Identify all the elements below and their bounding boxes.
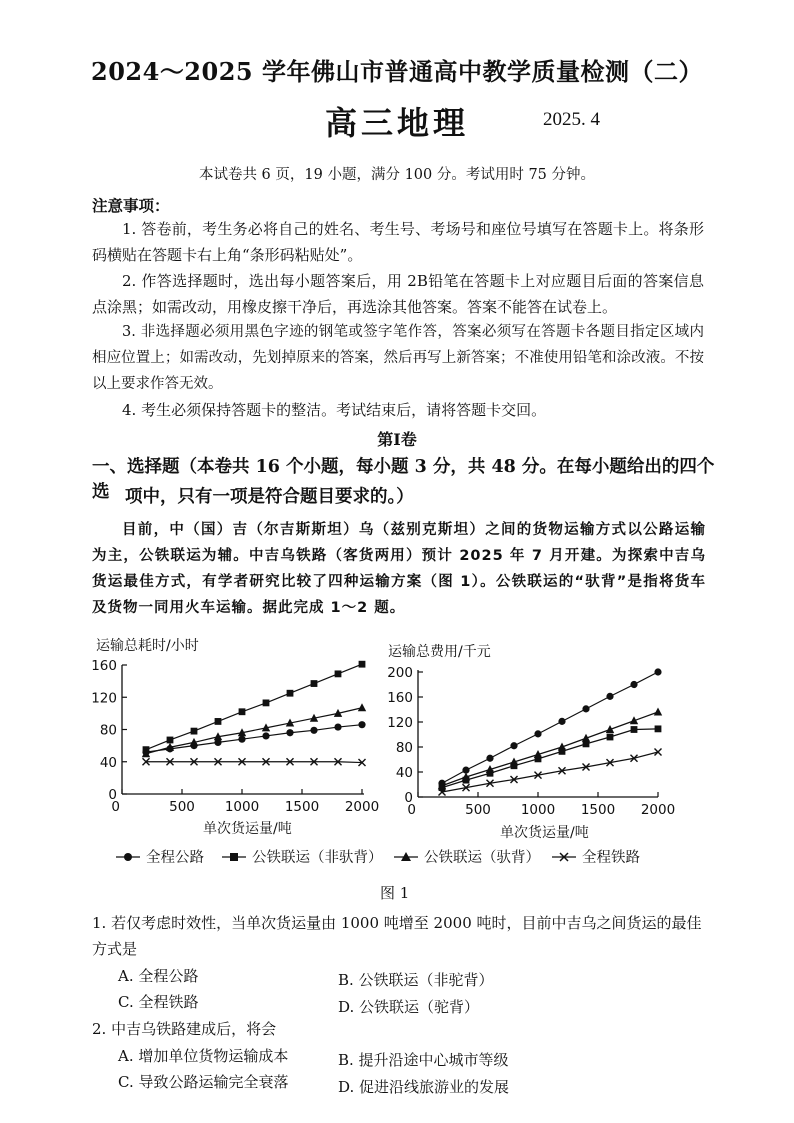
question-2-option-a[interactable]: A. 增加单位货物运输成本 [118, 1047, 289, 1065]
x-tick-label: 1500 [580, 802, 616, 818]
chart-time-ylabel: 运输总耗时/小时 [96, 638, 199, 654]
data-point-road [334, 723, 341, 730]
x-tick-label: 500 [169, 799, 195, 815]
svg-text:全程公路: 全程公路 [146, 850, 204, 866]
y-tick-label: 160 [91, 658, 117, 674]
data-point-rail [655, 749, 662, 756]
notice-heading: 注意事项： [92, 196, 170, 215]
notice-item-4: 4. 考生必须保持答题卡的整洁。考试结束后，请将答题卡交回。 [122, 401, 547, 419]
chart-cost-series [438, 668, 662, 795]
series-line-piggyback [442, 712, 658, 786]
data-point-road [238, 736, 245, 743]
x-tick-label: 2000 [344, 799, 380, 815]
chart-cost-ylabel: 运输总费用/千元 [388, 644, 491, 660]
data-point-piggyback [654, 708, 662, 716]
chart-cost-xticks [407, 792, 675, 818]
chart-time-xticks [111, 789, 379, 815]
data-point-rail-road [239, 708, 246, 715]
data-point-road [286, 729, 293, 736]
data-point-road [654, 668, 661, 675]
legend-item-rail-road [222, 848, 383, 866]
series-line-rail [442, 752, 658, 792]
y-tick-label: 80 [99, 722, 117, 739]
x-tick-label: 2000 [640, 802, 676, 818]
legend-item-rail [552, 849, 640, 866]
notice-item-1: 1. 答卷前，考生务必将自己的姓名、考生号、考场号和座位号填写在答题卡上。将条形码横贴在答题卡右上角“条形码粘贴处”。 [92, 220, 704, 264]
data-point-rail-road [335, 670, 342, 677]
data-point-road [310, 727, 317, 734]
chart-cost [372, 632, 692, 844]
question-2-option-d[interactable]: D. 促进沿线旅游业的发展 [338, 1078, 510, 1096]
y-tick-label: 200 [387, 665, 413, 681]
data-point-road [558, 718, 565, 725]
x-tick-label: 0 [407, 802, 416, 818]
x-tick-label: 1500 [284, 799, 320, 815]
question-2-option-b[interactable]: B. 提升沿途中心城市等级 [338, 1051, 509, 1069]
data-point-road [534, 730, 541, 737]
exam-info: 本试卷共 6 页，19 小题，满分 100 分。考试用时 75 分钟。 [198, 167, 596, 183]
legend-item-road [116, 849, 204, 866]
chart-time-xlabel: 单次货运量/吨 [203, 821, 292, 837]
notice-item-2: 2. 作答选择题时，选出每小题答案后，用 2B铅笔在答题卡上对应题目后面的答案信息点涂黑；如需改动，用橡皮擦干净后，再选涂其他答案。答案不能答在试卷上。 [92, 272, 704, 316]
series-line-road [442, 672, 658, 783]
data-point-rail-road [167, 737, 174, 744]
x-tick-label: 500 [465, 802, 491, 818]
section-heading-line1: 一、选择题（本卷共 16 个小题，每小题 3 分，共 48 分。在每小题给出的四个选 [92, 457, 715, 502]
series-line-rail [146, 762, 362, 763]
data-point-road [630, 681, 637, 688]
svg-text:公铁联运（驮背）: 公铁联运（驮背） [424, 850, 540, 866]
chart-cost-xlabel: 单次货运量/吨 [500, 825, 589, 841]
chart-time-axes [122, 665, 364, 794]
series-line-rail-road [442, 729, 658, 788]
question-2-stem: 2. 中吉乌铁路建成后，将会 [92, 1020, 277, 1038]
data-point-rail-road [311, 680, 318, 687]
question-1-stem-line1: 1. 若仅考虑时效性，当单次货运量由 1000 吨增至 2000 吨时，目前中吉乌之间货运的最佳 [92, 914, 702, 932]
legend-item-piggyback [394, 848, 540, 866]
reading-material: 目前，中（国）吉（尔吉斯斯坦）乌（兹别克斯坦）之间的货物运输方式以公路运输为主，公铁联运为辅。中吉乌铁路（客货两用）预计 2025 年 7 月开建。为探索中吉乌货运最佳方式，有学者研究比较了四种运输方案（图 1）。公铁联运的“驮背”是指将货车及货物一同用火车运输。据此完成 1～2 题。 [92, 522, 706, 616]
y-tick-label: 120 [387, 715, 413, 731]
data-point-road [486, 755, 493, 762]
data-point-rail-road [607, 734, 614, 741]
volume-title: 第Ⅰ卷 [377, 430, 417, 449]
question-1-option-c[interactable]: C. 全程铁路 [118, 993, 199, 1011]
series-line-road [146, 725, 362, 752]
data-point-rail-road [655, 725, 662, 732]
section-heading-line2: 项中，只有一项是符合题目要求的。） [125, 487, 414, 507]
y-tick-label: 40 [395, 765, 413, 781]
chart-time [80, 632, 380, 844]
y-tick-label: 40 [99, 754, 117, 771]
x-tick-label: 1000 [224, 799, 260, 815]
subject-title: 高三地理 [325, 104, 470, 142]
chart-legend [110, 845, 670, 871]
data-point-rail-road [359, 661, 366, 668]
y-tick-label: 0 [108, 787, 117, 803]
question-1-stem-line2: 方式是 [92, 940, 138, 958]
data-point-road [606, 693, 613, 700]
notice-item-3: 3. 非选择题必须用黑色字迹的钢笔或签字笔作答，答案必须写在答题卡各题目指定区域内相应位置上；如需改动，先划掉原来的答案，然后再写上新答案；不准使用铅笔和涂改液。不按以上要求作答无效。 [92, 324, 704, 392]
data-point-road [582, 705, 589, 712]
y-tick-label: 80 [395, 740, 413, 756]
data-point-road [262, 732, 269, 739]
data-point-piggyback [358, 703, 366, 711]
exam-date: 2025. 4 [543, 109, 600, 130]
question-1-option-b[interactable]: B. 公铁联运（非驼背） [338, 971, 494, 989]
y-tick-label: 160 [387, 690, 413, 706]
svg-text:全程铁路: 全程铁路 [582, 850, 640, 866]
chart-time-series [142, 661, 366, 766]
question-1-option-a[interactable]: A. 全程公路 [118, 967, 199, 985]
data-point-rail-road [215, 718, 222, 725]
data-point-rail-road [191, 728, 198, 735]
data-point-rail-road [287, 690, 294, 697]
x-tick-label: 1000 [520, 802, 556, 818]
question-2-option-c[interactable]: C. 导致公路运输完全衰落 [118, 1073, 289, 1091]
x-tick-label: 0 [111, 799, 120, 815]
data-point-rail-road [263, 699, 270, 706]
series-line-piggyback [146, 708, 362, 754]
data-point-road [358, 721, 365, 728]
figure-caption: 图 1 [380, 884, 410, 902]
data-point-road [510, 742, 517, 749]
data-point-rail-road [631, 726, 638, 733]
exam-title: 2024～2025 学年佛山市普通高中教学质量检测（二） [91, 57, 703, 86]
question-1-option-d[interactable]: D. 公铁联运（驼背） [338, 998, 480, 1016]
series-line-rail-road [146, 664, 362, 749]
y-tick-label: 0 [404, 790, 413, 806]
svg-text:公铁联运（非驮背）: 公铁联运（非驮背） [252, 850, 383, 866]
y-tick-label: 120 [91, 690, 117, 707]
